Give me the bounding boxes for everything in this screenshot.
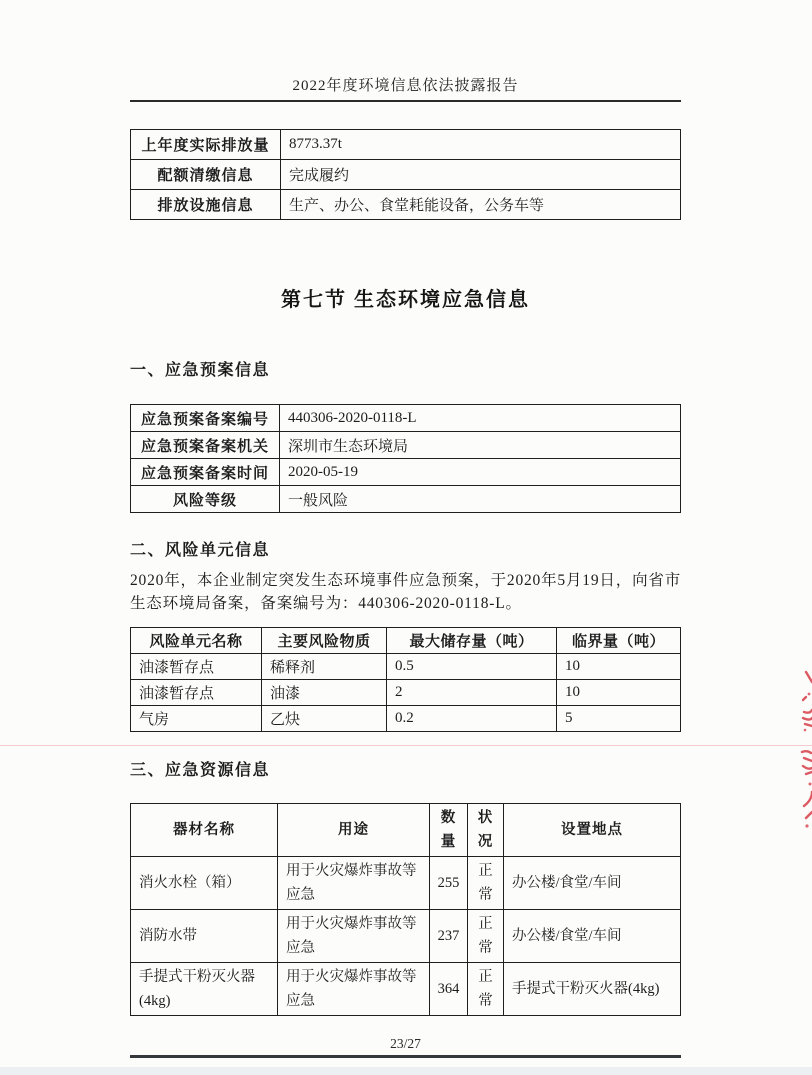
table-row [131, 857, 681, 910]
cell: 办公楼/食堂/车间 [504, 910, 681, 963]
cell: 正常 [468, 910, 504, 963]
heading-emergency-resources: 三、应急资源信息 [130, 762, 271, 779]
table-row [131, 910, 681, 963]
risk-units-paragraph: 2020年，本企业制定突发生态环境事件应急预案，于2020年5月19日，向省市生态环境局备案，备案编号为：440306-2020-0118-L。 [130, 572, 681, 612]
row-label: 配额清缴信息 [131, 160, 281, 190]
heading-risk-units: 二、风险单元信息 [130, 542, 271, 559]
emissions-table [130, 129, 681, 220]
cell: 10 [557, 680, 681, 706]
table-row [131, 654, 681, 680]
row-label: 应急预案备案编号 [131, 405, 280, 432]
cell: 气房 [131, 706, 262, 732]
cell: 0.5 [387, 654, 557, 680]
heading-emergency-plan: 一、应急预案信息 [130, 362, 271, 379]
page-header-title: 2022年度环境信息依法披露报告 [292, 78, 519, 94]
table-row [131, 486, 681, 513]
table-row [131, 160, 681, 190]
column-header: 状况 [468, 804, 504, 857]
table-header-row [131, 804, 681, 857]
row-value: 8773.37t [281, 130, 681, 160]
column-header: 风险单元名称 [131, 628, 262, 654]
cell: 255 [430, 857, 468, 910]
scan-bottom-edge [0, 1067, 812, 1075]
table-row [131, 706, 681, 732]
cell: 办公楼/食堂/车间 [504, 857, 681, 910]
cell: 油漆暂存点 [131, 680, 262, 706]
cell: 364 [430, 963, 468, 1016]
cell: 乙炔 [262, 706, 387, 732]
row-label: 排放设施信息 [131, 190, 281, 220]
cell: 正常 [468, 857, 504, 910]
section-title: 第七节 生态环境应急信息 [281, 289, 530, 311]
scan-fold-line [0, 745, 812, 746]
red-stamp-fragment [782, 666, 812, 831]
cell: 2 [387, 680, 557, 706]
column-header: 最大储存量（吨） [387, 628, 557, 654]
column-header: 主要风险物质 [262, 628, 387, 654]
row-value: 完成履约 [281, 160, 681, 190]
cell: 用于火灾爆炸事故等应急 [278, 910, 430, 963]
cell: 10 [557, 654, 681, 680]
cell: 消火水栓（箱） [131, 857, 278, 910]
table-row [131, 963, 681, 1016]
cell: 正常 [468, 963, 504, 1016]
cell: 手提式干粉灭火器(4kg) [504, 963, 681, 1016]
column-header: 器材名称 [131, 804, 278, 857]
row-label: 应急预案备案时间 [131, 459, 280, 486]
risk-units-table [130, 627, 681, 732]
cell: 油漆 [262, 680, 387, 706]
column-header: 设置地点 [504, 804, 681, 857]
cell: 用于火灾爆炸事故等应急 [278, 857, 430, 910]
table-row [131, 405, 681, 432]
cell: 油漆暂存点 [131, 654, 262, 680]
cell: 用于火灾爆炸事故等应急 [278, 963, 430, 1016]
table-row [131, 459, 681, 486]
column-header: 临界量（吨） [557, 628, 681, 654]
row-label: 风险等级 [131, 486, 280, 513]
header-rule [130, 100, 681, 102]
table-row [131, 680, 681, 706]
column-header: 数量 [430, 804, 468, 857]
emergency-plan-table [130, 404, 681, 513]
row-value: 440306-2020-0118-L [280, 405, 681, 432]
row-value: 深圳市生态环境局 [280, 432, 681, 459]
column-header: 用途 [278, 804, 430, 857]
cell: 手提式干粉灭火器(4kg) [131, 963, 278, 1016]
cell: 5 [557, 706, 681, 732]
cell: 0.2 [387, 706, 557, 732]
row-value: 一般风险 [280, 486, 681, 513]
row-label: 应急预案备案机关 [131, 432, 280, 459]
cell: 消防水带 [131, 910, 278, 963]
table-header-row [131, 628, 681, 654]
row-value: 生产、办公、食堂耗能设备，公务车等 [281, 190, 681, 220]
cell: 237 [430, 910, 468, 963]
table-row [131, 190, 681, 220]
row-value: 2020-05-19 [280, 459, 681, 486]
table-row [131, 432, 681, 459]
cell: 稀释剂 [262, 654, 387, 680]
emergency-resources-table [130, 803, 681, 1016]
row-label: 上年度实际排放量 [131, 130, 281, 160]
table-row [131, 130, 681, 160]
page-number: 23/27 [390, 1036, 421, 1051]
footer-rule [130, 1055, 681, 1058]
